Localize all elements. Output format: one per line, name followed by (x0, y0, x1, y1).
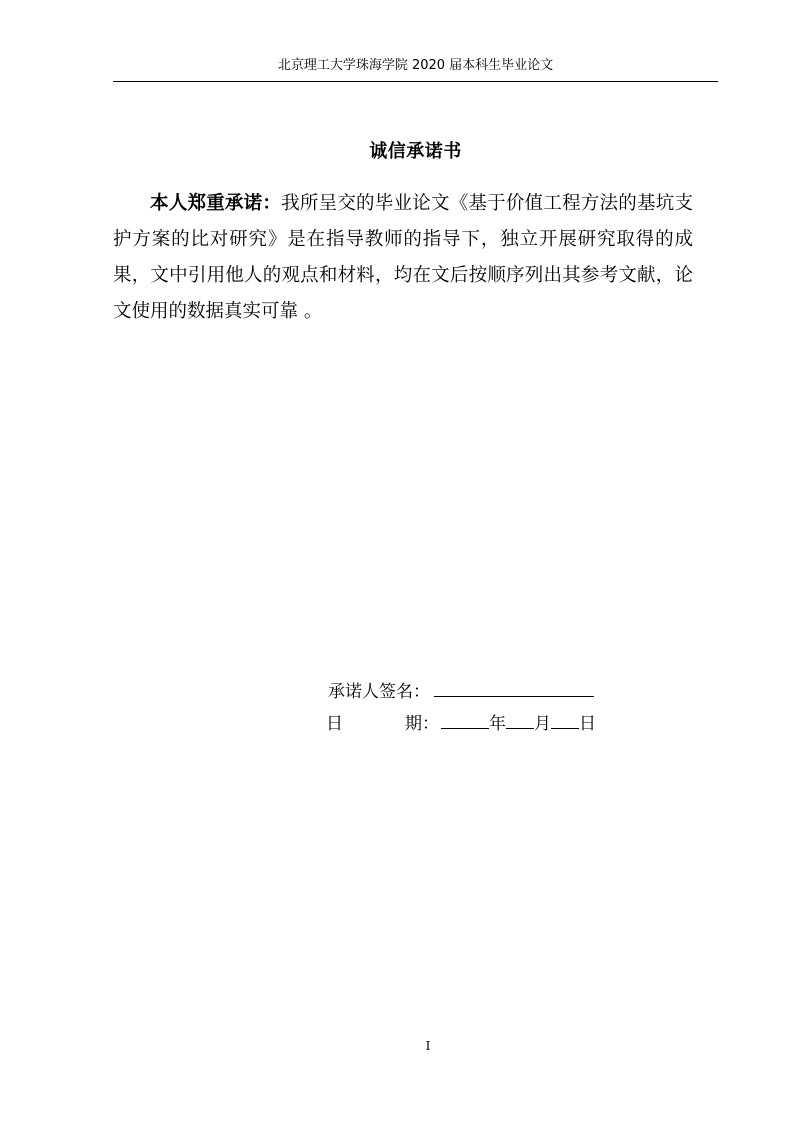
day-label: 日 (579, 714, 596, 734)
signature-line (328, 677, 594, 704)
month-label: 月 (534, 714, 551, 734)
date-label-first: 日 (326, 714, 343, 734)
month-blank[interactable] (506, 709, 534, 729)
pledge-lead: 本人郑重承诺： (150, 193, 282, 214)
pledge-paragraph (113, 186, 693, 330)
signer-label: 承诺人签名： (328, 682, 430, 702)
day-blank[interactable] (551, 709, 579, 729)
year-blank[interactable] (441, 709, 489, 729)
document-title: 诚信承诺书 (369, 141, 462, 162)
date-line (326, 709, 596, 736)
page-number: I (425, 1039, 431, 1053)
running-title: 北京理工大学珠海学院 2020 届本科生毕业论文 (277, 58, 554, 73)
page-header (113, 57, 718, 82)
pledge-text: 我所呈交的毕业论文《基于价值工程方法的基坑支护方案的比对研究》是在指导教师的指导下，独立开展研究取得的成果，文中引用他人的观点和材料，均在文后按顺序列出其参考文献，论文使用的数据真实可靠 。 (113, 193, 693, 322)
year-label: 年 (489, 714, 506, 734)
date-label-second: 期： (405, 714, 439, 734)
signature-blank[interactable] (434, 677, 594, 697)
